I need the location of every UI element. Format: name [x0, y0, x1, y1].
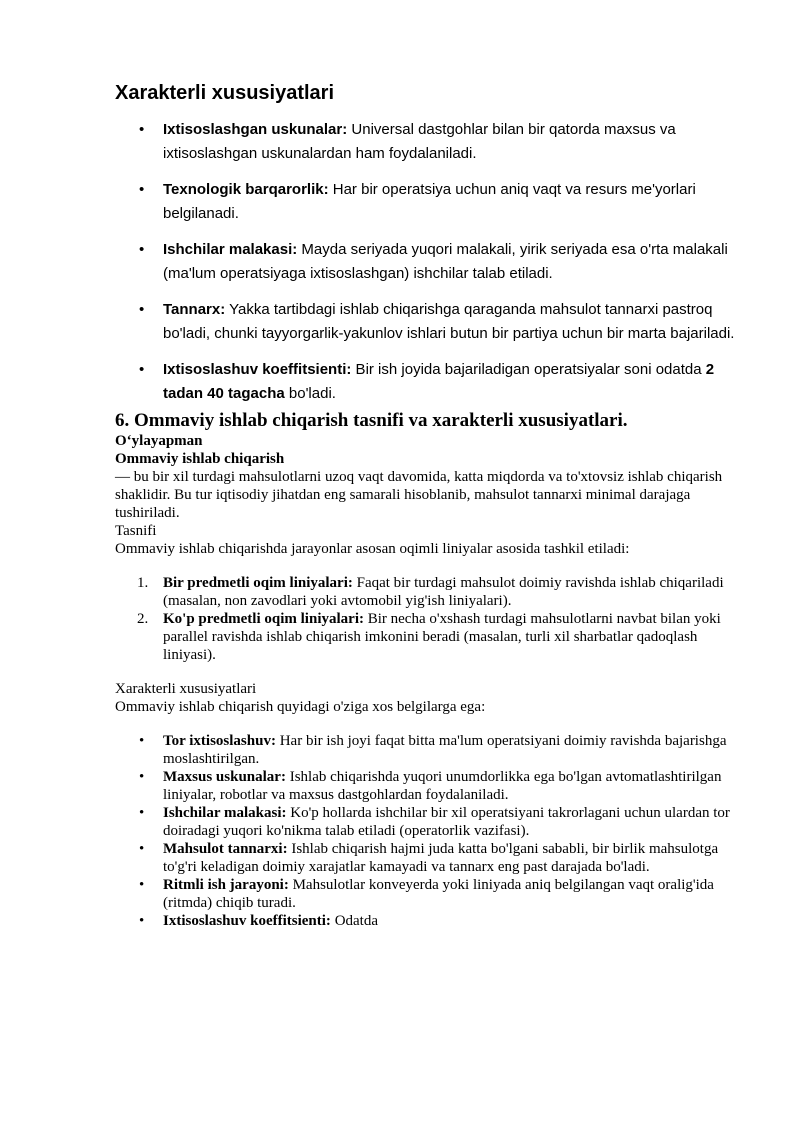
mass-production-features-list [115, 732, 740, 930]
item-text: Mahsulotlar konveyerda yoki liniyada aniq belgilangan vaqt oralig'ida (ritmda) chiqib turadi. [163, 877, 714, 911]
item-term: Ixtisoslashuv koeffitsienti: [163, 913, 331, 929]
item-text: Ko'p hollarda ishchilar bir xil operatsiyani takrorlagani uchun ulardan tor doiradagi yuqori ko'nikma talab etiladi (operatorlik vazifasi). [163, 805, 730, 839]
features-intro: Ommaviy ishlab chiqarish quyidagi o'ziga xos belgilarga ega: [115, 699, 486, 715]
item-term: Texnologik barqarorlik: [163, 181, 329, 198]
document-page [115, 80, 740, 946]
list-item [115, 876, 740, 912]
item-term: Mahsulot tannarxi: [163, 841, 288, 857]
bullet-icon: • [139, 361, 145, 378]
list-number: 1. [137, 575, 149, 591]
list-number: 2. [137, 611, 149, 627]
item-term: Tor ixtisoslashuv: [163, 733, 276, 749]
features-list [115, 118, 740, 406]
item-term: Tannarx: [163, 301, 226, 318]
item-term: Ko'p predmetli oqim liniyalari: [163, 611, 364, 627]
item-term: Ixtisoslashuv koeffitsienti: [163, 361, 352, 378]
classification-intro: Ommaviy ishlab chiqarishda jarayonlar asosan oqimli liniyalar asosida tashkil etiladi: [115, 541, 630, 557]
bullet-icon: • [139, 913, 145, 929]
item-term: Bir predmetli oqim liniyalari: [163, 575, 353, 591]
item-term: Ishchilar malakasi: [163, 805, 287, 821]
list-item [115, 238, 740, 286]
bullet-icon: • [139, 877, 145, 893]
bullet-icon: • [139, 301, 145, 318]
bullet-icon: • [139, 241, 145, 258]
item-text: Har bir ish joyi faqat bitta ma'lum operatsiyani doimiy ravishda bajarishga moslashtirilgan. [163, 733, 727, 767]
list-item [115, 118, 740, 166]
list-item [115, 298, 740, 346]
section-6 [115, 410, 740, 930]
list-item [115, 610, 740, 664]
item-term: Ixtisoslashgan uskunalar: [163, 121, 348, 138]
classification-title: Tasnifi [115, 523, 157, 539]
bullet-icon: • [139, 805, 145, 821]
section-heading: Xarakterli xususiyatlari [115, 82, 335, 104]
definition-paragraph: — bu bir xil turdagi mahsulotlarni uzoq vaqt davomida, katta miqdorda va to'xtovsiz ishlab chiqarish shaklidir. Bu tur iqtisodiy jihatdan eng samarali hisoblanib, mahsulot tannarxi minimal darajaga tushiriladi. [115, 469, 723, 521]
item-text: bo'ladi. [284, 385, 336, 402]
list-item [115, 912, 740, 930]
item-text: Har bir operatsiya uchun aniq vaqt va resurs me'yorlari belgilanadi. [163, 181, 696, 222]
item-bold-value: 2 tadan 40 tagacha [163, 361, 715, 402]
bullet-icon: • [139, 733, 145, 749]
item-text: Universal dastgohlar bilan bir qatorda maxsus va ixtisoslashgan uskunalardan ham foydalaniladi. [163, 121, 676, 162]
features-title: Xarakterli xususiyatlari [115, 681, 257, 697]
item-term: Ritmli ish jarayoni: [163, 877, 289, 893]
bullet-icon: • [139, 121, 145, 138]
item-text: Faqat bir turdagi mahsulot doimiy ravishda ishlab chiqariladi (masalan, non zavodlari yoki avtomobil yig'ish liniyalari). [163, 575, 724, 609]
item-text: Yakka tartibdagi ishlab chiqarishga qaraganda mahsulot tannarxi pastroq bo'ladi, chunki tayyorgarlik-yakunlov ishlari butun bir partiya uchun bir marta bajariladi. [163, 301, 735, 342]
list-item [115, 804, 740, 840]
item-text: Mayda seriyada yuqori malakali, yirik seriyada esa o'rta malakali (ma'lum operatsiyaga ixtisoslashgan) ishchilar talab etiladi. [163, 241, 728, 282]
item-term: Ishchilar malakasi: [163, 241, 298, 258]
bullet-icon: • [139, 841, 145, 857]
list-item [115, 768, 740, 804]
list-item [115, 840, 740, 876]
item-text: Odatda [330, 913, 379, 929]
item-text: Bir ish joyida bajariladigan operatsiyalar soni odatda [351, 361, 706, 378]
subheading: Ommaviy ishlab chiqarish [115, 451, 285, 467]
classification-list [115, 574, 740, 664]
thinking-label: O‘ylayapman [115, 433, 203, 449]
item-text: Bir necha o'xshash turdagi mahsulotlarni navbat bilan yoki parallel ravishda ishlab chiqarish imkonini beradi (masalan, turli xil sharbatlar qadoqlash liniyasi). [163, 611, 721, 663]
item-term: Maxsus uskunalar: [163, 769, 286, 785]
item-text: Ishlab chiqarishda yuqori unumdorlikka ega bo'lgan avtomatlashtirilgan liniyalar, robotlar va maxsus dastgohlardan foydalaniladi. [163, 769, 722, 803]
list-item [115, 574, 740, 610]
bullet-icon: • [139, 181, 145, 198]
list-item [115, 732, 740, 768]
bullet-icon: • [139, 769, 145, 785]
list-item [115, 178, 740, 226]
section-6-heading: 6. Ommaviy ishlab chiqarish tasnifi va xarakterli xususiyatlari. [115, 410, 628, 431]
item-text: Ishlab chiqarish hajmi juda katta bo'lgani sababli, bir birlik mahsulotga to'g'ri keladigan doimiy xarajatlar kamayadi va tannarx eng past darajada bo'ladi. [163, 841, 719, 875]
list-item [115, 358, 740, 406]
